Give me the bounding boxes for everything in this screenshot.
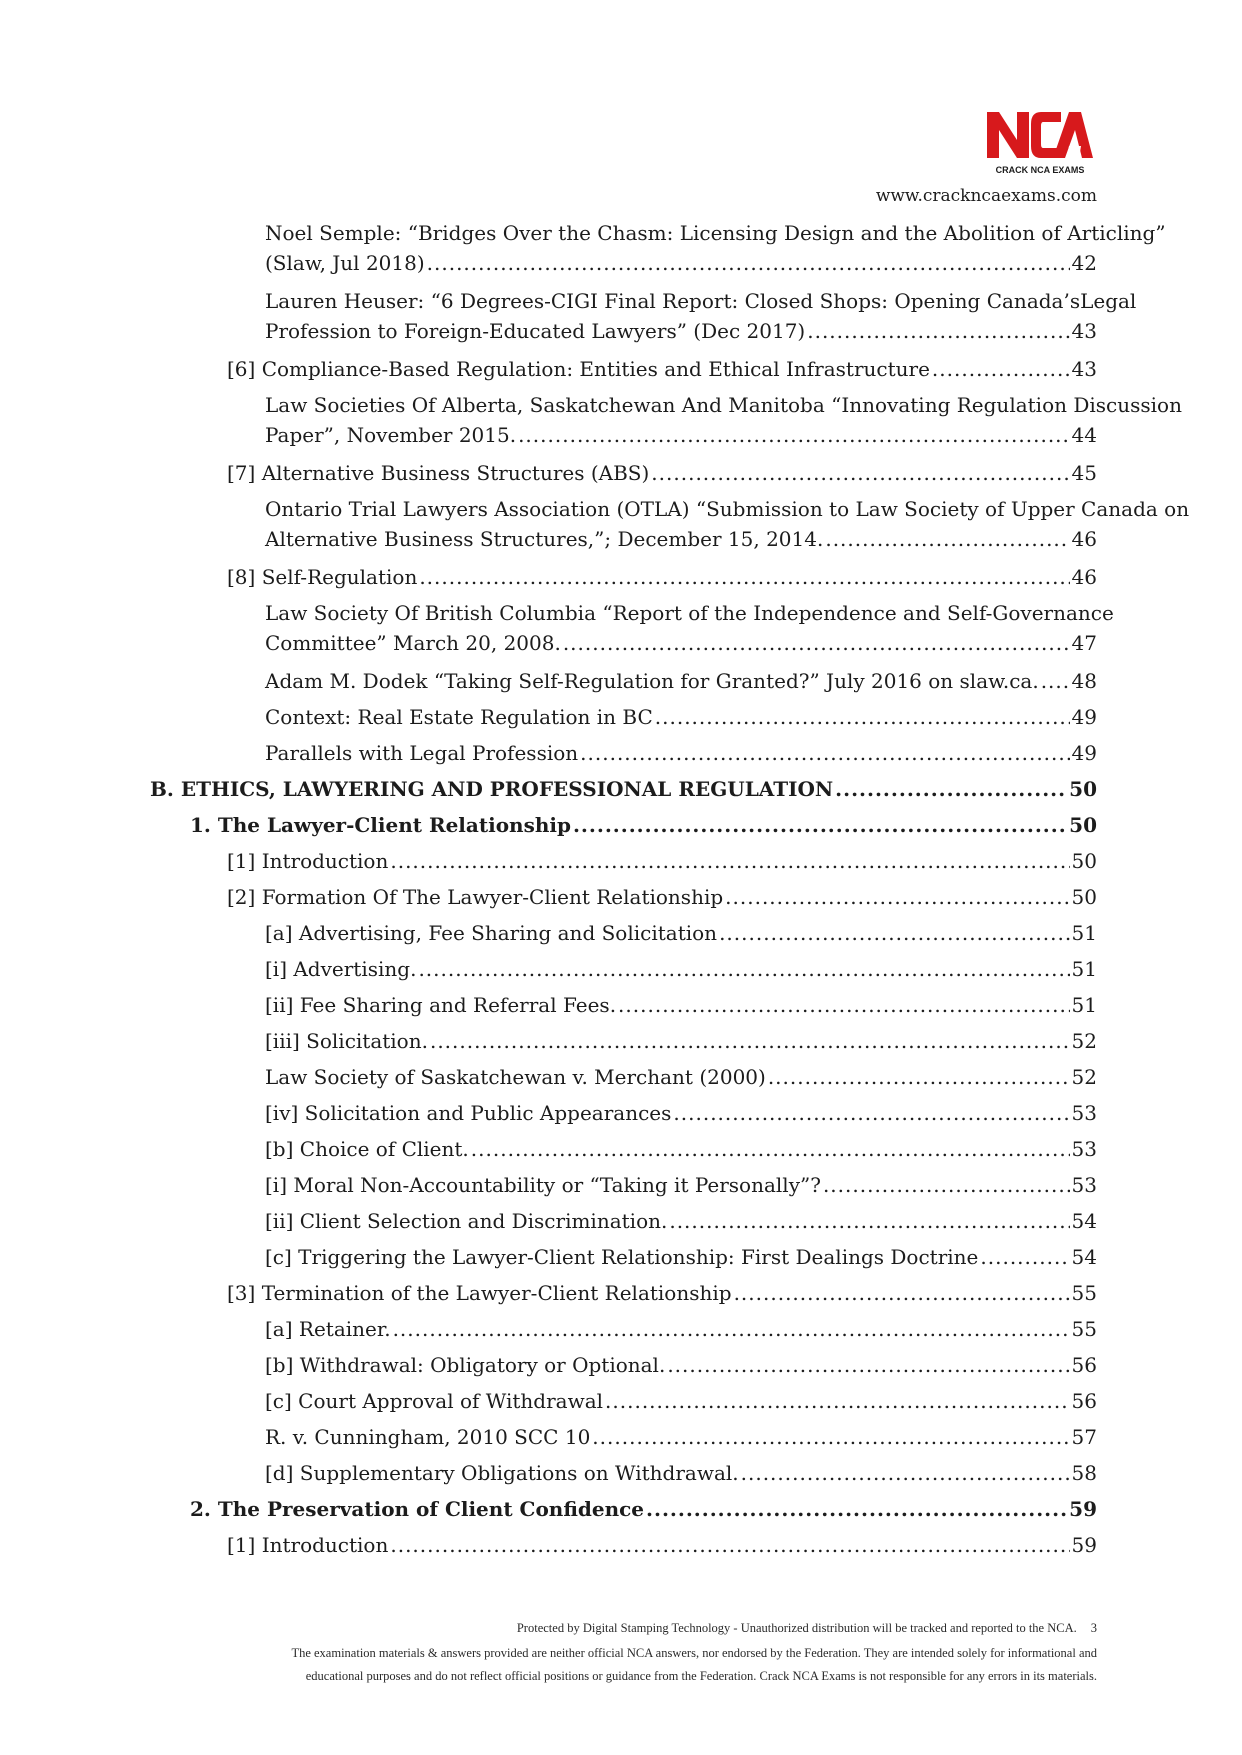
toc-entry[interactable] <box>0 882 1242 918</box>
toc-entry[interactable] <box>0 286 1242 354</box>
toc-leader-dots <box>741 1458 1070 1488</box>
toc-entry[interactable] <box>0 390 1242 458</box>
toc-entry[interactable] <box>0 1026 1242 1062</box>
toc-entry-title: [iv] Solicitation and Public Appearances <box>265 1101 672 1125</box>
toc-entry-title: Context: Real Estate Regulation in BC <box>265 705 653 729</box>
footer-protection-line <box>150 1621 1097 1636</box>
toc-entry-page: 59 <box>1069 1497 1097 1521</box>
toc-leader-dots <box>669 1206 1069 1236</box>
toc-leader-dots <box>573 810 1067 840</box>
toc-entry[interactable] <box>0 354 1242 390</box>
toc-entry-title: Adam M. Dodek “Taking Self-Regulation for Granted?” July 2016 on slaw.ca. <box>265 669 1039 693</box>
toc-entry-title: [i] Advertising. <box>265 957 417 981</box>
toc-entry[interactable] <box>0 494 1242 562</box>
toc-entry-title: [8] Self-Regulation <box>227 565 418 589</box>
toc-entry-page: 53 <box>1071 1137 1097 1161</box>
toc-leader-dots <box>618 990 1070 1020</box>
toc-entry-page: 50 <box>1071 885 1097 909</box>
nca-logo-graphic <box>985 106 1095 176</box>
toc-entry[interactable] <box>0 562 1242 598</box>
toc-entry-page: 53 <box>1071 1101 1097 1125</box>
toc-entry[interactable] <box>0 1098 1242 1134</box>
toc-entry-title: [b] Withdrawal: Obligatory or Optional. <box>265 1353 666 1377</box>
toc-entry-title: [7] Alternative Business Structures (ABS) <box>227 461 650 485</box>
toc-leader-dots <box>651 458 1069 488</box>
toc-entry-title: Lauren Heuser: “6 Degrees-CIGI Final Report: Closed Shops: Opening Canada’sLegal <box>265 289 1137 313</box>
toc-leader-dots <box>518 420 1069 450</box>
footer-disclaimer-1: The examination materials & answers provided are neither official NCA answers, nor endorsed by the Federation. They are intended solely for informational and <box>291 1646 1097 1660</box>
toc-leader-dots <box>825 524 1069 554</box>
toc-leader-dots <box>605 1386 1070 1416</box>
toc-entry-page: 49 <box>1071 741 1097 765</box>
toc-entry-page: 58 <box>1071 1461 1097 1485</box>
toc-leader-dots <box>734 1278 1070 1308</box>
toc-leader-dots <box>725 882 1069 912</box>
toc-entry-page: 43 <box>1071 357 1097 381</box>
toc-leader-dots <box>823 1170 1070 1200</box>
toc-entry-title: Law Societies Of Alberta, Saskatchewan And Manitoba “Innovating Regulation Discussion <box>265 393 1182 417</box>
toc-entry-page: 49 <box>1071 705 1097 729</box>
toc-entry[interactable] <box>0 1530 1242 1566</box>
toc-entry-page: 51 <box>1071 993 1097 1017</box>
toc-entry[interactable] <box>0 774 1242 810</box>
toc-entry-page: 42 <box>1071 251 1097 275</box>
toc-entry-page: 52 <box>1071 1029 1097 1053</box>
toc-entry[interactable] <box>0 598 1242 666</box>
toc-entry-page: 53 <box>1071 1173 1097 1197</box>
toc-entry-page: 47 <box>1071 631 1097 655</box>
toc-entry-page: 43 <box>1071 319 1097 343</box>
toc-entry[interactable] <box>0 954 1242 990</box>
toc-entry-page: 45 <box>1071 461 1097 485</box>
toc-entry[interactable] <box>0 702 1242 738</box>
toc-entry[interactable] <box>0 1278 1242 1314</box>
toc-entry-page: 50 <box>1071 849 1097 873</box>
toc-entry-page: 56 <box>1071 1389 1097 1413</box>
toc-entry-page: 51 <box>1071 921 1097 945</box>
toc-leader-dots <box>419 562 1069 592</box>
toc-leader-dots <box>580 738 1069 768</box>
toc-entry[interactable] <box>0 1242 1242 1278</box>
toc-leader-dots <box>592 1422 1069 1452</box>
toc-leader-dots <box>393 1314 1070 1344</box>
toc-entry[interactable] <box>0 1422 1242 1458</box>
toc-leader-dots <box>646 1494 1067 1524</box>
toc-entry-title: [1] Introduction <box>227 849 389 873</box>
toc-entry-title: Noel Semple: “Bridges Over the Chasm: Licensing Design and the Abolition of Articling” <box>265 221 1166 245</box>
toc-entry-title: Law Society of Saskatchewan v. Merchant (2000) <box>265 1065 766 1089</box>
website-url[interactable]: www.crackncaexams.com <box>875 186 1097 206</box>
toc-entry[interactable] <box>0 1386 1242 1422</box>
toc-leader-dots <box>390 846 1069 876</box>
toc-leader-dots <box>390 1530 1069 1560</box>
toc-entry-page: 54 <box>1071 1245 1097 1269</box>
toc-entry[interactable] <box>0 666 1242 702</box>
toc-entry-title: [c] Court Approval of Withdrawal <box>265 1389 604 1413</box>
footer-protection-text: Protected by Digital Stamping Technology - Unauthorized distribution will be tracked and reported to the NCA. <box>516 1621 1077 1635</box>
toc-entry-page: 48 <box>1071 669 1097 693</box>
table-of-contents <box>0 218 1242 1566</box>
nca-logo <box>985 106 1095 176</box>
toc-entry-title: Committee” March 20, 2008. <box>265 631 561 655</box>
toc-leader-dots <box>667 1350 1069 1380</box>
toc-entry-title: Parallels with Legal Profession <box>265 741 579 765</box>
toc-entry-title: Law Society Of British Columbia “Report of the Independence and Self-Governance <box>265 601 1114 625</box>
toc-entry-title: [c] Triggering the Lawyer-Client Relationship: First Dealings Doctrine <box>265 1245 979 1269</box>
toc-entry-page: 50 <box>1069 777 1097 801</box>
toc-leader-dots <box>427 248 1070 278</box>
toc-entry-title: [d] Supplementary Obligations on Withdrawal. <box>265 1461 739 1485</box>
toc-entry-title: [a] Retainer. <box>265 1317 391 1341</box>
toc-entry-page: 54 <box>1071 1209 1097 1233</box>
toc-entry[interactable] <box>0 810 1242 846</box>
toc-entry-page: 57 <box>1071 1425 1097 1449</box>
toc-entry-title: [b] Choice of Client. <box>265 1137 469 1161</box>
toc-entry-title: [iii] Solicitation. <box>265 1029 428 1053</box>
toc-entry-page: 46 <box>1071 527 1097 551</box>
toc-entry-page: 44 <box>1071 423 1097 447</box>
toc-entry-page: 52 <box>1071 1065 1097 1089</box>
toc-entry[interactable] <box>0 1170 1242 1206</box>
toc-leader-dots <box>768 1062 1070 1092</box>
toc-entry-title: 1. The Lawyer-Client Relationship <box>190 813 571 837</box>
toc-entry[interactable] <box>0 918 1242 954</box>
toc-leader-dots <box>655 702 1070 732</box>
toc-entry-title: [3] Termination of the Lawyer-Client Relationship <box>227 1281 732 1305</box>
toc-leader-dots <box>471 1134 1070 1164</box>
toc-entry-page: 55 <box>1071 1317 1097 1341</box>
toc-leader-dots <box>418 954 1069 984</box>
toc-entry-page: 59 <box>1071 1533 1097 1557</box>
toc-entry-title: B. ETHICS, LAWYERING AND PROFESSIONAL REGULATION <box>150 777 834 801</box>
toc-entry-title: 2. The Preservation of Client Confidence <box>190 1497 645 1521</box>
toc-leader-dots <box>673 1098 1069 1128</box>
page-number: 3 <box>1090 1621 1097 1635</box>
footer-disclaimer-2: educational purposes and do not reflect official positions or guidance from the Federation. Crack NCA Exams is not responsible for any errors in its materials. <box>305 1669 1097 1683</box>
logo-caption: CRACK NCA EXAMS <box>995 165 1085 175</box>
toc-leader-dots <box>807 316 1069 346</box>
toc-entry[interactable] <box>0 1134 1242 1170</box>
toc-entry-title: Profession to Foreign-Educated Lawyers” (Dec 2017) <box>265 319 806 343</box>
toc-entry[interactable] <box>0 1314 1242 1350</box>
toc-entry[interactable] <box>0 218 1242 286</box>
toc-entry[interactable] <box>0 1206 1242 1242</box>
toc-entry-page: 50 <box>1069 813 1097 837</box>
toc-entry-page: 55 <box>1071 1281 1097 1305</box>
toc-entry-title: [1] Introduction <box>227 1533 389 1557</box>
toc-entry-title: [2] Formation Of The Lawyer-Client Relationship <box>227 885 724 909</box>
toc-entry-title: [6] Compliance-Based Regulation: Entities and Ethical Infrastructure <box>227 357 930 381</box>
toc-entry-title: Ontario Trial Lawyers Association (OTLA) “Submission to Law Society of Upper Canada on <box>265 497 1190 521</box>
toc-leader-dots <box>430 1026 1070 1056</box>
toc-entry-page: 56 <box>1071 1353 1097 1377</box>
toc-leader-dots <box>719 918 1069 948</box>
toc-entry[interactable] <box>0 846 1242 882</box>
toc-entry[interactable] <box>0 1494 1242 1530</box>
toc-leader-dots <box>980 1242 1069 1272</box>
toc-leader-dots <box>1041 666 1070 696</box>
toc-entry-title: [ii] Fee Sharing and Referral Fees. <box>265 993 617 1017</box>
toc-entry-title: R. v. Cunningham, 2010 SCC 10 <box>265 1425 591 1449</box>
toc-leader-dots <box>835 774 1067 804</box>
toc-entry-title: Paper”, November 2015. <box>265 423 517 447</box>
toc-leader-dots <box>563 628 1070 658</box>
toc-entry[interactable] <box>0 738 1242 774</box>
toc-entry-title: [a] Advertising, Fee Sharing and Solicitation <box>265 921 718 945</box>
toc-entry-title: [i] Moral Non-Accountability or “Taking it Personally”? <box>265 1173 821 1197</box>
toc-entry[interactable] <box>0 458 1242 494</box>
toc-entry-page: 51 <box>1071 957 1097 981</box>
toc-entry[interactable] <box>0 1350 1242 1386</box>
toc-entry[interactable] <box>0 1062 1242 1098</box>
toc-entry[interactable] <box>0 990 1242 1026</box>
toc-entry-page: 46 <box>1071 565 1097 589</box>
toc-entry-title: [ii] Client Selection and Discrimination. <box>265 1209 668 1233</box>
toc-entry[interactable] <box>0 1458 1242 1494</box>
toc-entry-title: Alternative Business Structures,”; December 15, 2014. <box>265 527 824 551</box>
toc-leader-dots <box>932 354 1070 384</box>
toc-entry-title: (Slaw, Jul 2018) <box>265 251 425 275</box>
